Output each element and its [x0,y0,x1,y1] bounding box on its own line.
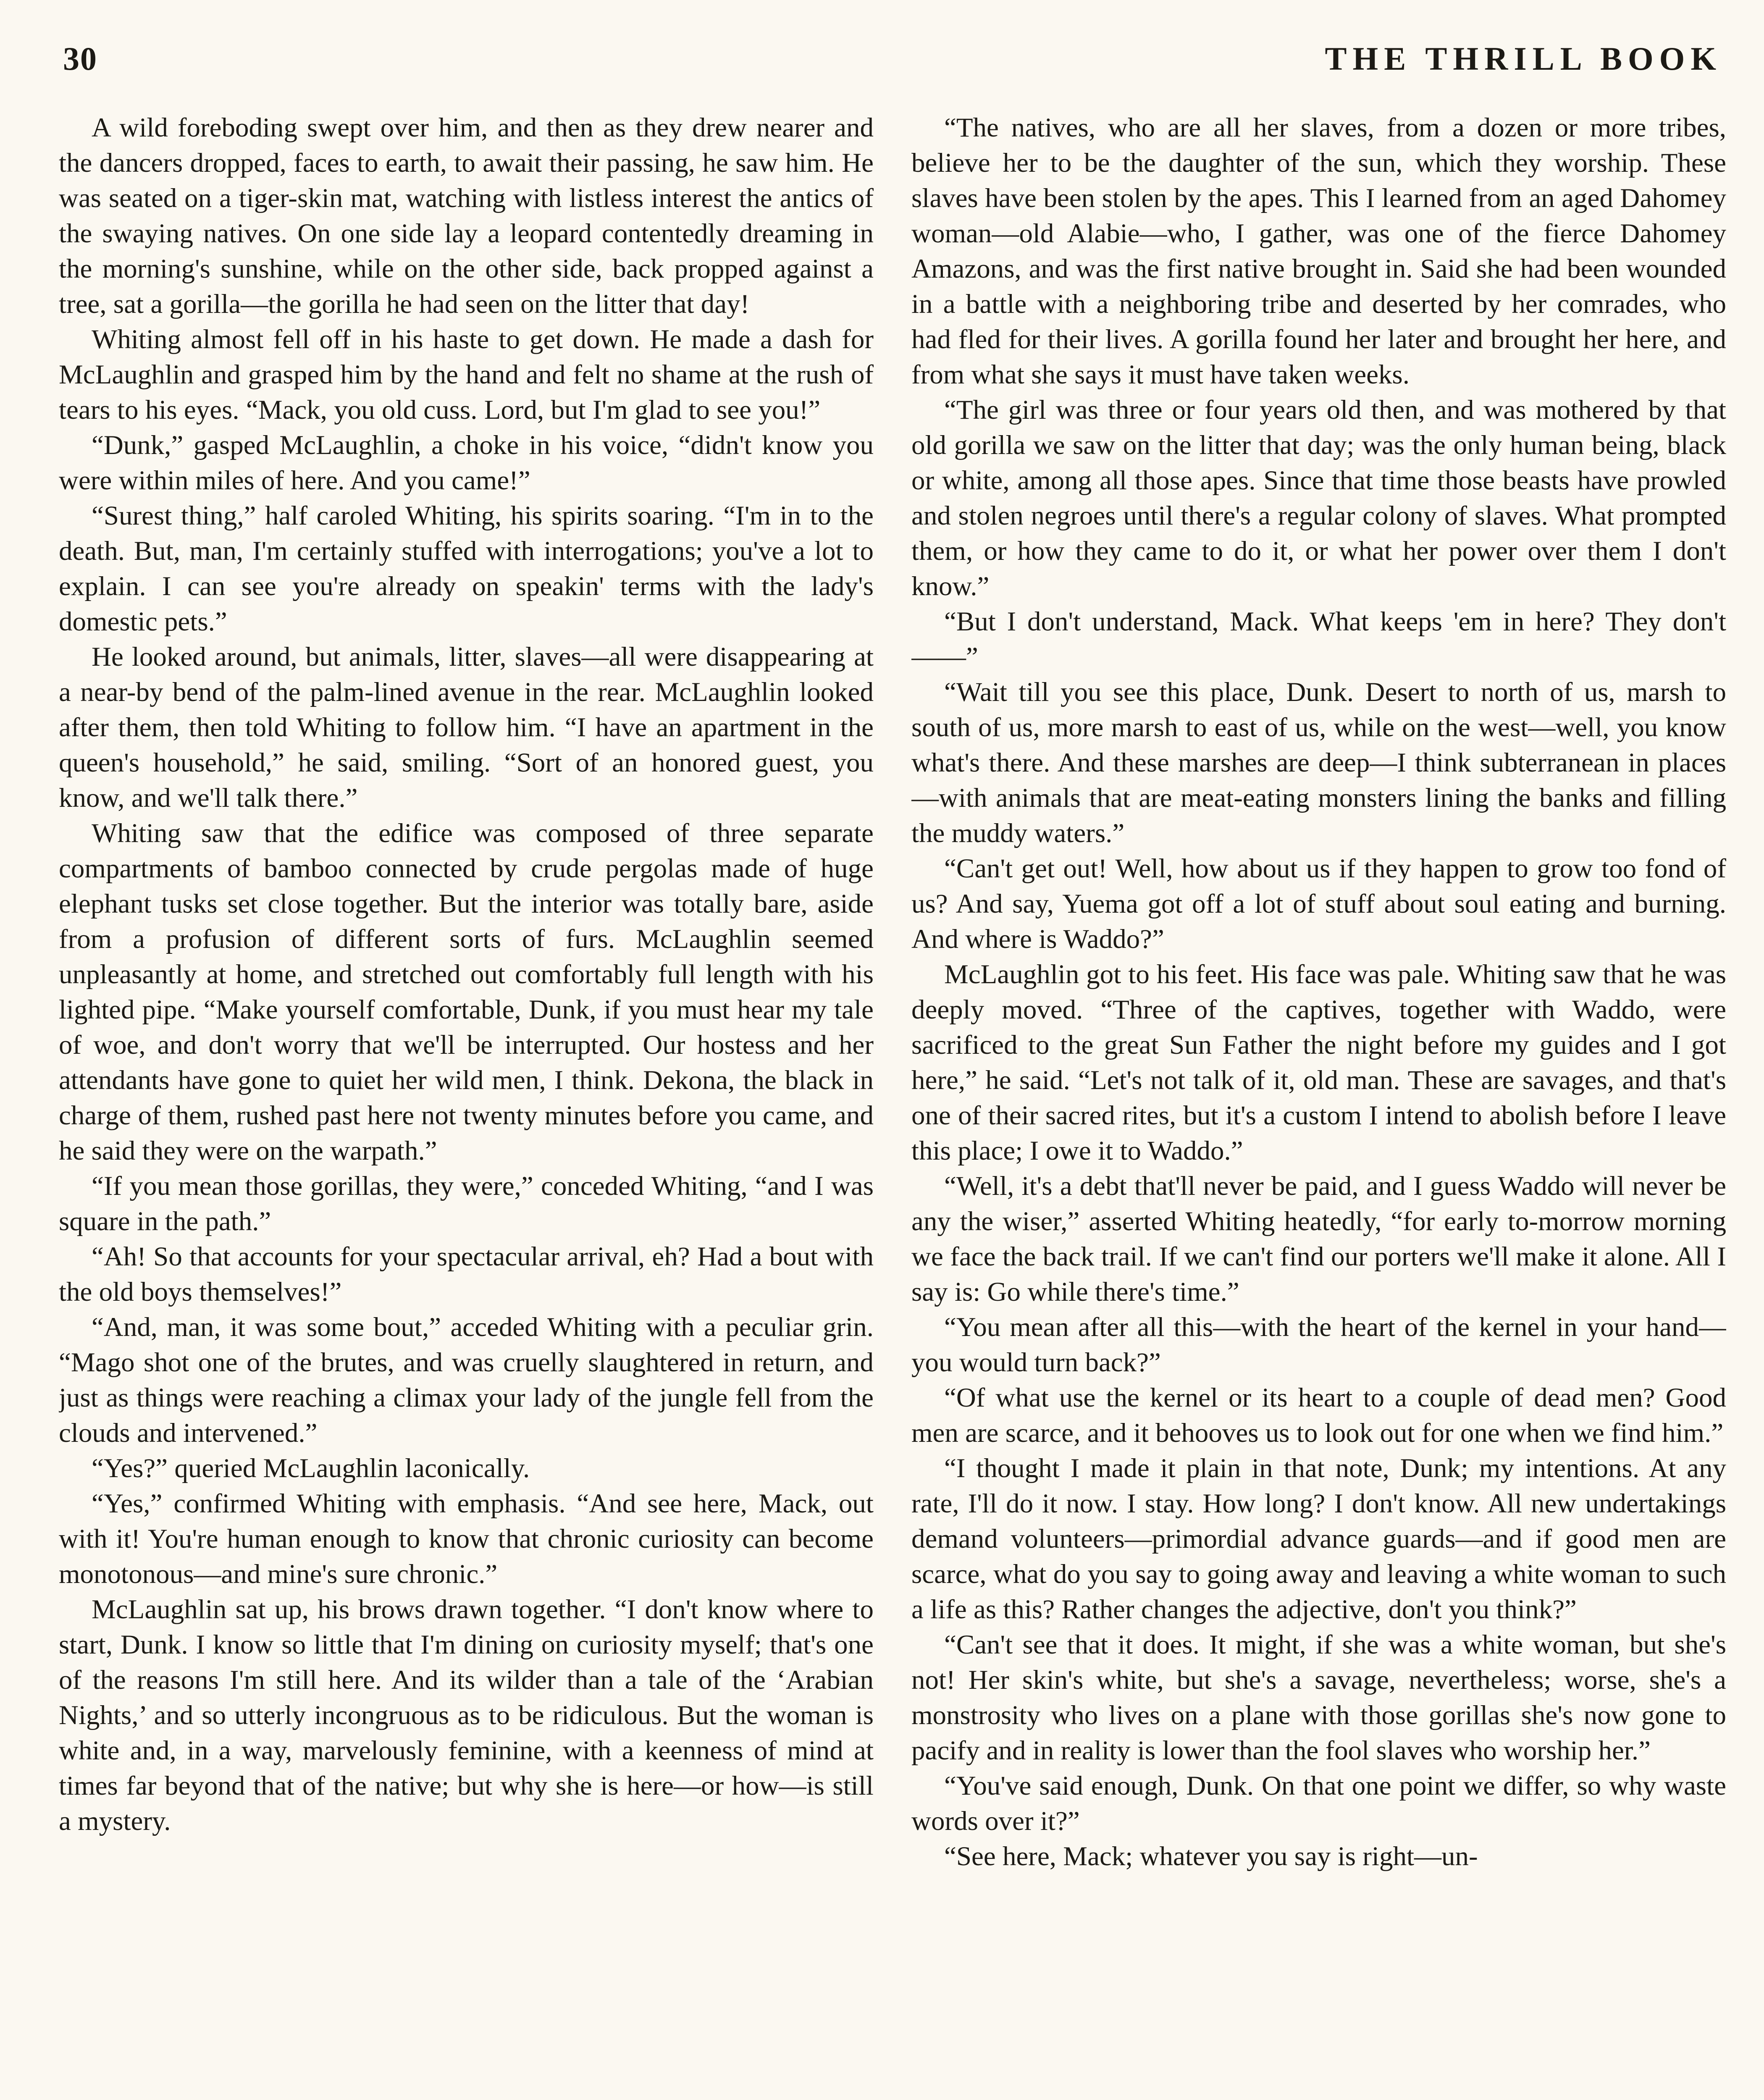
paragraph: “Ah! So that accounts for your spectacular arrival, eh? Had a bout with the old boys themselves!” [59,1242,874,1307]
paragraph: “I thought I made it plain in that note, Dunk; my intentions. At any rate, I'll do it now. I stay. How long? I don't know. All new undertakings demand volunteers—primordial advance guards—and if good men are scarce, what do you say to going away and leaving a white woman to such a life as this? Rather changes the adjective, don't you think?” [911,1453,1726,1625]
paragraph: “Can't get out! Well, how about us if they happen to grow too fond of us? And say, Yuema got off a lot of stuff about soul eating and burning. And where is Waddo?” [911,853,1726,954]
paragraph: “The girl was three or four years old then, and was mothered by that old gorilla we saw on the litter that day; was the only human being, black or white, among all those apes. Since that time those beasts have prowled and stolen negroes until there's a regular colony of slaves. What prompted them, or how they came to do it, or what her power over them I don't know.” [911,395,1726,601]
paragraph: “Wait till you see this place, Dunk. Desert to north of us, marsh to south of us, more marsh to east of us, while on the west—well, you know what's there. And these marshes are deep—I think subterranean in places—with animals that are meat-eating monsters lining the banks and filling the muddy waters.” [911,677,1726,848]
paragraph: “If you mean those gorillas, they were,” conceded Whiting, “and I was square in the path.” [59,1171,874,1236]
paragraph: A wild foreboding swept over him, and then as they drew nearer and the dancers dropped, faces to earth, to await their passing, he saw him. He was seated on a tiger-skin mat, watching with listless interest the antics of the swaying natives. On one side lay a leopard contentedly dreaming in the morning's sunshine, while on the other side, back propped against a tree, sat a gorilla—the gorilla he had seen on the litter that day! [59,113,874,319]
page-number: 30 [63,40,97,77]
magazine-title: THE THRILL BOOK [1325,40,1722,77]
paragraph: “Yes?” queried McLaughlin laconically. [92,1453,530,1483]
paragraph: “And, man, it was some bout,” acceded Whiting with a peculiar grin. “Mago shot one of the brutes, and was cruelly slaughtered in return, and just as things were reaching a climax your lady of the jungle fell from the clouds and intervened.” [59,1312,874,1448]
paragraph: Whiting almost fell off in his haste to get down. He made a dash for McLaughlin and grasped him by the hand and felt no shame at the rush of tears to his eyes. “Mack, you old cuss. Lord, but I'm glad to see you!” [59,324,874,425]
paragraph: “You mean after all this—with the heart of the kernel in your hand—you would turn back?” [911,1312,1726,1378]
paragraph: “But I don't understand, Mack. What keeps 'em in here? They don't——” [911,606,1726,672]
left-text-column [59,110,874,2100]
page-header [63,40,1722,86]
paragraph: “Of what use the kernel or its heart to a couple of dead men? Good men are scarce, and it behooves us to look out for one when we find him.” [911,1383,1726,1448]
paragraph: “Well, it's a debt that'll never be paid, and I guess Waddo will never be any the wiser,” asserted Whiting heatedly, “for early to-morrow morning we face the back trail. If we can't find our porters we'll make it alone. All I say is: Go while there's time.” [911,1171,1726,1307]
paragraph: Whiting saw that the edifice was composed of three separate compartments of bamboo connected by crude pergolas made of huge elephant tusks set close together. But the interior was totally bare, aside from a profusion of different sorts of furs. McLaughlin seemed unpleasantly at home, and stretched out comfortably full length with his lighted pipe. “Make yourself comfortable, Dunk, if you must hear my tale of woe, and don't worry that we'll be interrupted. Our hostess and her attendants have gone to quiet her wild men, I think. Dekona, the black in charge of them, rushed past here not twenty minutes before you came, and he said they were on the warpath.” [59,818,874,1166]
paragraph: “Can't see that it does. It might, if she was a white woman, but she's not! Her skin's white, but she's a savage, nevertheless; worse, she's a monstrosity who lives on a plane with those gorillas she's now gone to pacify and in reality is lower than the fool slaves who worship her.” [911,1630,1726,1766]
paragraph: McLaughlin sat up, his brows drawn together. “I don't know where to start, Dunk. I know so little that I'm dining on curiosity myself; that's one of the reasons I'm still here. And its wilder than a tale of the ‘Arabian Nights,’ and so utterly incongruous as to be ridiculous. But the woman is white and, in a way, marvelously feminine, with a keenness of mind at times far beyond that of the native; but why she is here—or how—is still a mystery. [59,1594,874,1836]
paragraph: He looked around, but animals, litter, slaves—all were disappearing at a near-by bend of the palm-lined avenue in the rear. McLaughlin looked after them, then told Whiting to follow him. “I have an apartment in the queen's household,” he said, smiling. “Sort of an honored guest, you know, and we'll talk there.” [59,642,874,813]
paragraph: “See here, Mack; whatever you say is right—un- [944,1841,1478,1872]
paragraph: “The natives, who are all her slaves, from a dozen or more tribes, believe her to be the daughter of the sun, which they worship. These slaves have been stolen by the apes. This I learned from an aged Dahomey woman—old Alabie—who, I gather, was one of the fierce Dahomey Amazons, and was the first native brought in. Said she had been wounded in a battle with a neighboring tribe and deserted by her comrades, who had fled for their lives. A gorilla found her later and brought her here, and from what she says it must have taken weeks. [911,113,1726,390]
paragraph: McLaughlin got to his feet. His face was pale. Whiting saw that he was deeply moved. “Three of the captives, together with Waddo, were sacrificed to the great Sun Father the night before my guides and I got here,” he said. “Let's not talk of it, old man. These are savages, and that's one of their sacred rites, but it's a custom I intend to abolish before I leave this place; I owe it to Waddo.” [911,959,1726,1166]
paragraph: “Yes,” confirmed Whiting with emphasis. “And see here, Mack, out with it! You're human enough to know that chronic curiosity can become monotonous—and mine's sure chronic.” [59,1488,874,1589]
paragraph: “Dunk,” gasped McLaughlin, a choke in his voice, “didn't know you were within miles of here. And you came!” [59,430,874,496]
right-text-column [911,110,1726,2100]
paragraph: “Surest thing,” half caroled Whiting, his spirits soaring. “I'm in to the death. But, man, I'm certainly stuffed with interrogations; you've a lot to explain. I can see you're already on speakin' terms with the lady's domestic pets.” [59,501,874,637]
paragraph: “You've said enough, Dunk. On that one point we differ, so why waste words over it?” [911,1771,1726,1836]
